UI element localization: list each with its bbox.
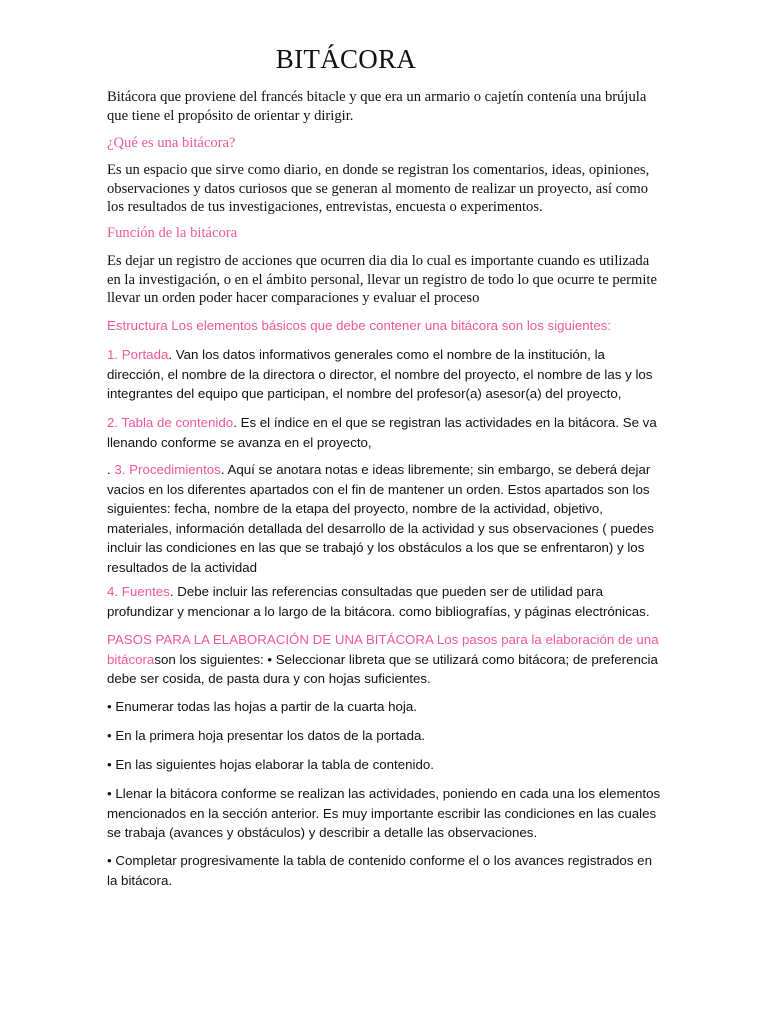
steps-heading: PASOS PARA LA ELABORACIÓN DE UNA BITÁCORA Los pasos para la elaboración de una bitácora <box>107 632 659 667</box>
section-heading-what: ¿Qué es una bitácora? <box>107 135 236 151</box>
page-title: BITÁCORA <box>275 44 417 74</box>
structure-item <box>107 582 663 621</box>
bullet-item: • Llenar la bitácora conforme se realizan las actividades, poniendo en cada una los elementos mencionados en la sección anterior. Es muy importante escribir las condiciones en las cuales se trabaja (avances y obstáculos) y describir a detalle las observaciones. <box>107 786 661 840</box>
item-text: . Aquí se anotara notas e ideas libremente; sin embargo, se deberá dejar vacios en los diferentes apartados con el fin de mantener un orden. Estos apartados son los siguientes: fecha, nombre de la etapa del proyecto, nombre de la actividad, objetivo, materiales, información detallada del desarrollo de la actividad y sus observaciones ( puedes incluir las condiciones en las que se trabajó y los obstáculos a los que se enfrentaron) y los resultados de la actividad <box>107 462 654 575</box>
intro-paragraph: Bitácora que proviene del francés bitacle y que era un armario o cajetín contenía una brújula que tiene el propósito de orientar y dirigir. <box>107 89 647 124</box>
bullet-item: • En las siguientes hojas elaborar la tabla de contenido. <box>107 757 434 772</box>
item-label: 2. Tabla de contenido <box>107 415 234 430</box>
item-label: 4. Fuentes <box>107 584 170 599</box>
item-text: . Debe incluir las referencias consultadas que pueden ser de utilidad para profundizar y mencionar a lo largo de la bitácora. como bibliografías, y páginas electrónicas. <box>107 584 650 619</box>
item-text: . Es el índice en el que se registran las actividades en la bitácora. Se va llenando conforme se avanza en el proyecto, <box>107 415 657 450</box>
structure-item <box>107 460 663 577</box>
item-prefix: . <box>107 462 115 477</box>
section-heading-function: Función de la bitácora <box>107 225 238 241</box>
function-paragraph: Es dejar un registro de acciones que ocurren dia dia lo cual es importante cuando es utilizada en la investigación, o en el ámbito personal, llevar un registro de todo lo que ocurre te permite llevar un orden poder hacer comparaciones y evaluar el proceso <box>107 253 657 306</box>
item-text: . Van los datos informativos generales como el nombre de la institución, la dirección, el nombre de la directora o director, el nombre del proyecto, el nombre de las y los integrantes del equipo que participan, el nombre del profesor(a) asesor(a) del proyecto, <box>107 347 653 401</box>
bullet-item: • En la primera hoja presentar los datos de la portada. <box>107 728 426 743</box>
steps-text: son los siguientes: • Seleccionar libreta que se utilizará como bitácora; de preferencia debe ser cosida, de pasta dura y con hojas suficientes. <box>107 651 658 686</box>
item-label: 3. Procedimientos <box>114 462 221 477</box>
structure-item <box>107 345 663 404</box>
section-heading-structure: Estructura Los elementos básicos que debe contener una bitácora son los siguientes: <box>107 318 612 333</box>
bullet-item: • Enumerar todas las hojas a partir de la cuarta hoja. <box>107 699 417 714</box>
what-paragraph: Es un espacio que sirve como diario, en donde se registran los comentarios, ideas, opiniones, observaciones y datos curiosos que se generan al momento de realizar un proyecto, así como los resultados de tus investigaciones, entrevistas, encuesta o experimentos. <box>107 162 650 215</box>
structure-item <box>107 413 663 452</box>
item-label: 1. Portada <box>107 347 169 362</box>
steps-paragraph <box>107 630 663 689</box>
bullet-item: • Completar progresivamente la tabla de contenido conforme el o los avances registrados en la bitácora. <box>107 853 652 888</box>
